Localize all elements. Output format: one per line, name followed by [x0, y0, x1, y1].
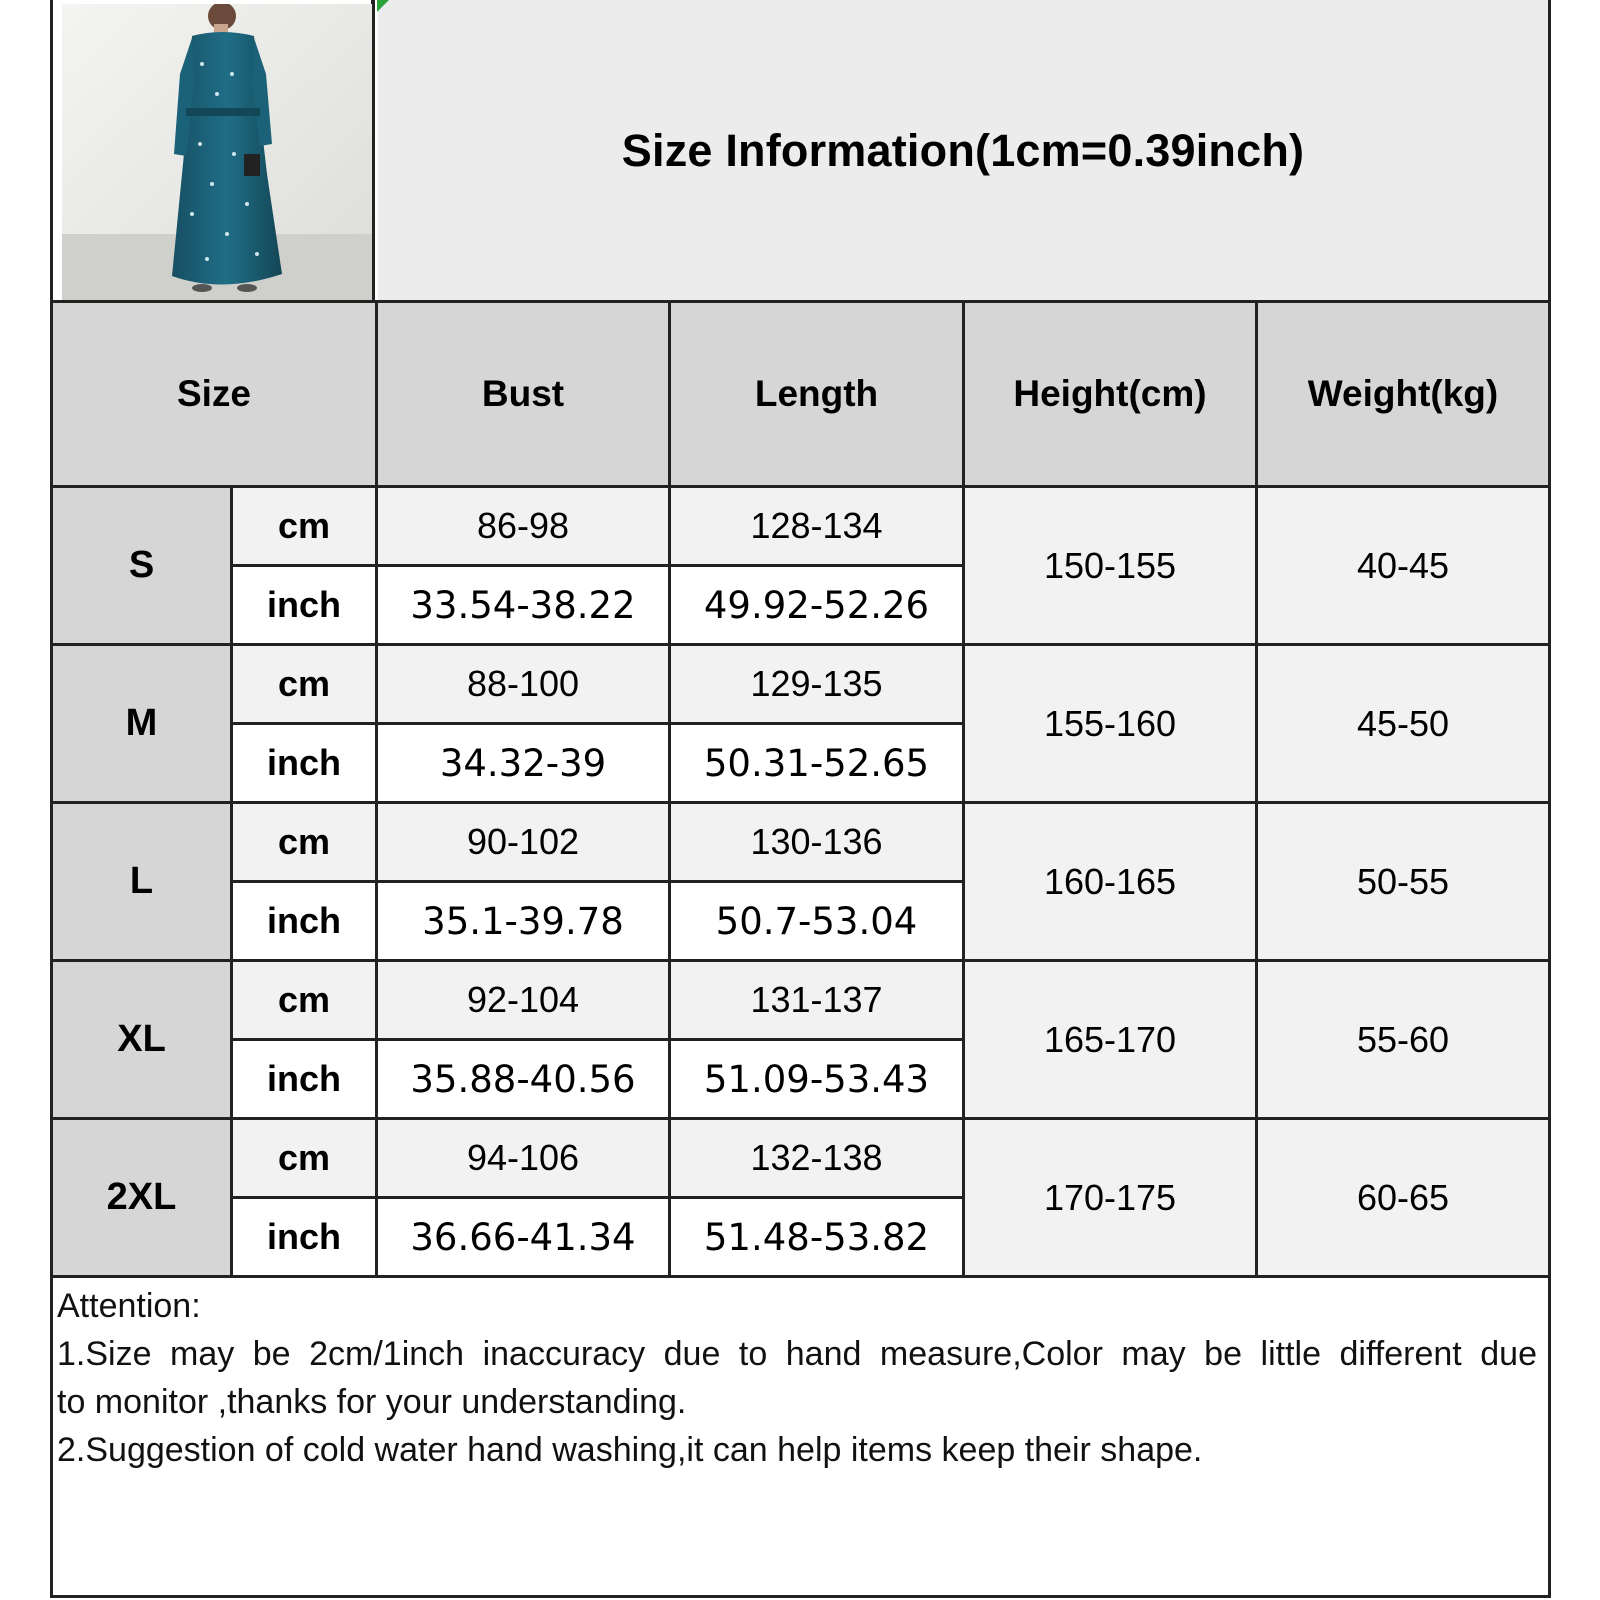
title-cell — [378, 0, 1548, 302]
unit-cm: cm — [233, 646, 375, 722]
unit-inch: inch — [233, 1199, 375, 1275]
bust-inch: 35.88-40.56 — [378, 1041, 668, 1117]
unit-cm: cm — [233, 488, 375, 564]
length-inch: 50.31-52.65 — [671, 725, 962, 801]
note-line-1b: to monitor ,thanks for your understanding. — [57, 1383, 687, 1421]
bust-cm: 88-100 — [378, 646, 668, 722]
grid-line — [233, 880, 962, 883]
grid-line — [53, 801, 1548, 804]
grid-line — [53, 643, 1548, 646]
unit-inch: inch — [233, 883, 375, 959]
note-line-2: 2.Suggestion of cold water hand washing,it can help items keep their shape. — [57, 1431, 1203, 1469]
attention-notes — [57, 1282, 1537, 1474]
height-range: 155-160 — [965, 646, 1255, 801]
grid-line — [230, 488, 233, 1275]
bust-cm: 86-98 — [378, 488, 668, 564]
bust-cm: 94-106 — [378, 1120, 668, 1196]
grid-line — [962, 488, 965, 1275]
grid-line — [668, 303, 671, 485]
bust-inch: 35.1-39.78 — [378, 883, 668, 959]
size-label: S — [53, 488, 230, 643]
height-range: 150-155 — [965, 488, 1255, 643]
grid-line — [233, 1038, 962, 1041]
bust-cm: 92-104 — [378, 962, 668, 1038]
unit-inch: inch — [233, 725, 375, 801]
grid-line — [53, 485, 1548, 488]
weight-range: 45-50 — [1258, 646, 1548, 801]
unit-cm: cm — [233, 804, 375, 880]
bust-inch: 33.54-38.22 — [378, 567, 668, 643]
header-size: Size — [53, 303, 375, 485]
size-label: 2XL — [53, 1120, 230, 1275]
size-label: XL — [53, 962, 230, 1117]
header-weight: Weight(kg) — [1258, 303, 1548, 485]
length-inch: 51.09-53.43 — [671, 1041, 962, 1117]
note-line-1a: 1.Size may be 2cm/1inch inaccuracy due to hand measure,Color may be little different due — [57, 1335, 1537, 1373]
size-label: M — [53, 646, 230, 801]
grid-line — [53, 1275, 1548, 1278]
unit-cm: cm — [233, 962, 375, 1038]
grid-line — [962, 303, 965, 485]
bust-inch: 34.32-39 — [378, 725, 668, 801]
length-cm: 129-135 — [671, 646, 962, 722]
grid-line — [375, 488, 378, 1275]
length-inch: 50.7-53.04 — [671, 883, 962, 959]
grid-line — [1255, 488, 1258, 1275]
chart-title: Size Information(1cm=0.39inch) — [621, 125, 1305, 176]
corner-marker — [377, 0, 389, 12]
height-range: 160-165 — [965, 804, 1255, 959]
height-range: 165-170 — [965, 962, 1255, 1117]
size-label: L — [53, 804, 230, 959]
grid-line — [53, 959, 1548, 962]
weight-range: 55-60 — [1258, 962, 1548, 1117]
length-cm: 131-137 — [671, 962, 962, 1038]
grid-line — [1255, 303, 1258, 485]
unit-inch: inch — [233, 567, 375, 643]
grid-line — [233, 1196, 962, 1199]
product-photo — [62, 4, 372, 300]
unit-inch: inch — [233, 1041, 375, 1117]
grid-line — [53, 1117, 1548, 1120]
header-height: Height(cm) — [965, 303, 1255, 485]
length-inch: 49.92-52.26 — [671, 567, 962, 643]
height-range: 170-175 — [965, 1120, 1255, 1275]
notes-heading: Attention: — [57, 1287, 201, 1325]
weight-range: 60-65 — [1258, 1120, 1548, 1275]
weight-range: 40-45 — [1258, 488, 1548, 643]
grid-line — [233, 564, 962, 567]
length-cm: 130-136 — [671, 804, 962, 880]
length-cm: 128-134 — [671, 488, 962, 564]
unit-cm: cm — [233, 1120, 375, 1196]
bust-cm: 90-102 — [378, 804, 668, 880]
weight-range: 50-55 — [1258, 804, 1548, 959]
grid-line — [233, 722, 962, 725]
bust-inch: 36.66-41.34 — [378, 1199, 668, 1275]
grid-line — [668, 488, 671, 1275]
header-bust: Bust — [378, 303, 668, 485]
grid-line — [375, 303, 378, 485]
length-cm: 132-138 — [671, 1120, 962, 1196]
header-length: Length — [671, 303, 962, 485]
length-inch: 51.48-53.82 — [671, 1199, 962, 1275]
